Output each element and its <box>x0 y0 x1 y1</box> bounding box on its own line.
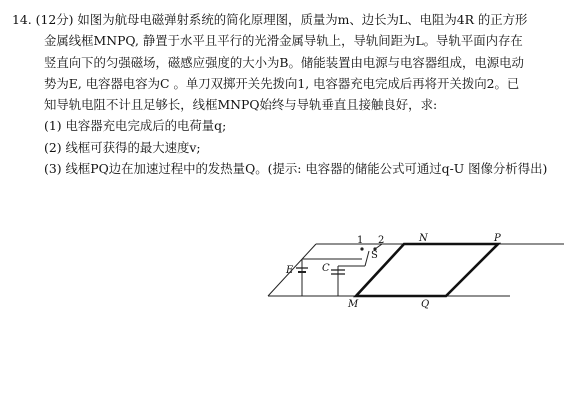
problem-line-2: 金属线框MNPQ, 静置于水平且平行的光滑金属导轨上，导轨间距为L。导轨平面内存在 <box>44 33 523 49</box>
switch-contact-1 <box>360 247 363 250</box>
vertex-p-label: P <box>494 233 501 244</box>
question-2: (2) 线框可获得的最大速度v; <box>44 139 201 155</box>
question-3: (3) 线框PQ边在加速过程中的发热量Q。(提示: 电容器的储能公式可通过q-U 图像分析得出) <box>44 161 548 177</box>
switch-blade <box>365 251 369 266</box>
switch-label-s: S <box>371 250 378 261</box>
vertex-q-label: Q <box>421 299 430 310</box>
capacitor-label: C <box>322 263 330 274</box>
battery-label: E <box>286 265 294 276</box>
question-1: (1) 电容器充电完成后的电荷量q; <box>44 118 227 134</box>
problem-line-3: 竖直向下的匀强磁场，磁感应强度的大小为B。储能装置由电源与电容器组成，电源电动 <box>44 54 524 70</box>
problem-line-5: 知导轨电阻不计且足够长，线框MNPQ始终与导轨垂直且接触良好，求: <box>44 97 438 113</box>
vertex-m-label: M <box>348 299 359 310</box>
problem-line-1: 14. (12分) 如图为航母电磁弹射系统的简化原理图，质量为m、边长为L、电阻为4R 的正方形 <box>12 12 528 27</box>
vertex-n-label: N <box>419 233 428 244</box>
problem-line-4: 势为E, 电容器电容为C 。单刀双掷开关先拨向1, 电容器充电完成后再将开关拨向2。已 <box>44 75 520 91</box>
switch-label-2: 2 <box>378 235 385 246</box>
switch-label-1: 1 <box>357 235 364 246</box>
